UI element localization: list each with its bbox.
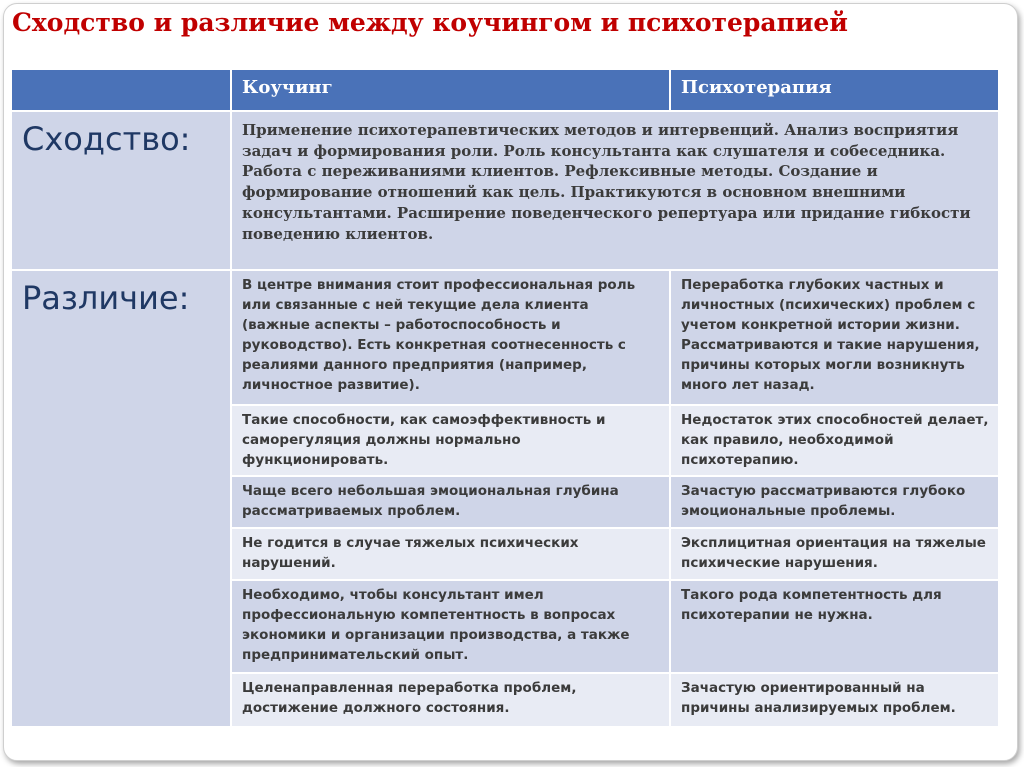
coaching-cell: Целенаправленная переработка проблем, достижение должного состояния. bbox=[231, 673, 670, 727]
slide-title: Сходство и различие между коучингом и психотерапией bbox=[12, 8, 848, 37]
table-row bbox=[11, 270, 999, 405]
header-coaching: Коучинг bbox=[231, 69, 670, 111]
therapy-cell: Переработка глубоких частных и личностных (психических) проблем с учетом конкретной истории жизни. Рассматриваются и такие нарушения, причины которых могли возникнуть много лет назад. bbox=[670, 270, 999, 405]
coaching-cell: Не годится в случае тяжелых психических нарушений. bbox=[231, 528, 670, 580]
therapy-cell: Недостаток этих способностей делает, как правило, необходимой психотерапию. bbox=[670, 405, 999, 476]
similarity-label: Сходство: bbox=[11, 111, 231, 270]
coaching-cell: Необходимо, чтобы консультант имел профессиональную компетентность в вопросах экономики и организации производства, а также предпринимательский опыт. bbox=[231, 580, 670, 673]
header-psychotherapy: Психотерапия bbox=[670, 69, 999, 111]
therapy-cell: Эксплицитная ориентация на тяжелые психические нарушения. bbox=[670, 528, 999, 580]
therapy-cell: Такого рода компетентность для психотерапии не нужна. bbox=[670, 580, 999, 673]
coaching-cell: Такие способности, как самоэффективность и саморегуляция должны нормально функционировать. bbox=[231, 405, 670, 476]
header-corner-cell bbox=[11, 69, 231, 111]
table-header-row bbox=[11, 69, 999, 111]
similarity-row bbox=[11, 111, 999, 270]
comparison-table bbox=[10, 68, 1000, 728]
difference-label: Различие: bbox=[11, 270, 231, 727]
coaching-cell: В центре внимания стоит профессиональная роль или связанные с ней текущие дела клиента (важные аспекты – работоспособность и руководство). Есть конкретная соотнесенность с реалиями данного предприятия (например, личностное развитие). bbox=[231, 270, 670, 405]
coaching-cell: Чаще всего небольшая эмоциональная глубина рассматриваемых проблем. bbox=[231, 476, 670, 528]
similarity-text: Применение психотерапевтических методов и интервенций. Анализ восприятия задач и формирования роли. Роль консультанта как слушателя и собеседника. Работа с переживаниями клиентов. Рефлексивные методы. Создание и формирование отношений как цель. Практикуются в основном внешними консультантами. Расширение поведенческого репертуара или придание гибкости поведению клиентов. bbox=[231, 111, 999, 270]
therapy-cell: Зачастую ориентированный на причины анализируемых проблем. bbox=[670, 673, 999, 727]
therapy-cell: Зачастую рассматриваются глубоко эмоциональные проблемы. bbox=[670, 476, 999, 528]
